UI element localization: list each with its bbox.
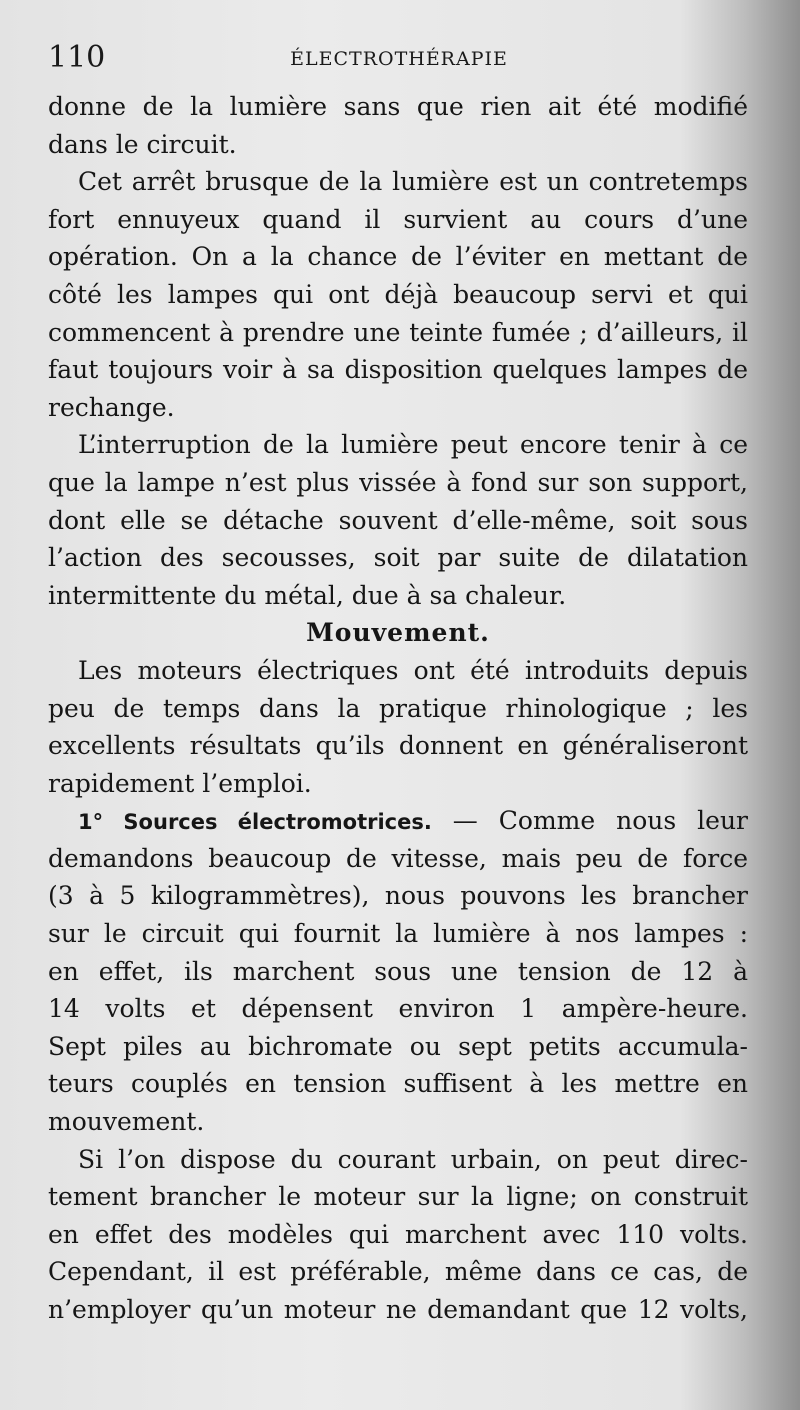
running-title: ÉLECTROTHÉRAPIE bbox=[290, 48, 508, 70]
text-line: que la lampe n’est plus vissée à fond sur son support, bbox=[48, 467, 748, 497]
text-line: Cependant, il est préférable, même dans ce cas, de bbox=[48, 1257, 748, 1287]
text-line: n’employer qu’un moteur ne demandant que 12 volts, bbox=[48, 1295, 748, 1324]
text-line: opération. On a la chance de l’éviter en mettant de bbox=[48, 242, 748, 272]
page-number: 110 bbox=[48, 40, 106, 75]
subsection-runin-heading: 1° Sources électromotrices. bbox=[78, 810, 432, 835]
text-line: dans le circuit. bbox=[48, 129, 237, 159]
text-line: l’action des secousses, soit par suite de dilatation bbox=[48, 543, 748, 573]
text-line: Les moteurs électriques ont été introduits depuis bbox=[78, 655, 748, 685]
text-line: Sept piles au bichromate ou sept petits accumula- bbox=[48, 1031, 748, 1061]
text-line: commencent à prendre une teinte fumée ; d’ailleurs, il bbox=[48, 317, 748, 347]
text-line: Si l’on dispose du courant urbain, on peut direc- bbox=[78, 1144, 748, 1174]
text-line: mouvement. bbox=[48, 1107, 205, 1137]
text-line: Cet arrêt brusque de la lumière est un contretemps bbox=[78, 167, 748, 197]
body-text bbox=[48, 88, 748, 1329]
text-line: donne de la lumière sans que rien ait été modifié bbox=[48, 92, 748, 121]
text-line: dont elle se détache souvent d’elle-même, soit sous bbox=[48, 505, 748, 535]
text-line: demandons beaucoup de vitesse, mais peu de force bbox=[48, 843, 748, 873]
text-line: fort ennuyeux quand il survient au cours d’une bbox=[48, 204, 748, 234]
text-line: en effet des modèles qui marchent avec 110 volts. bbox=[48, 1219, 748, 1249]
text-line bbox=[48, 802, 748, 840]
text-line: intermittente du métal, due à sa chaleur. bbox=[48, 580, 567, 610]
text-line: sur le circuit qui fournit la lumière à nos lampes : bbox=[48, 919, 748, 949]
text-line: en effet, ils marchent sous une tension de 12 à bbox=[48, 956, 748, 986]
text-line: excellents résultats qu’ils donnent en généraliseront bbox=[48, 731, 748, 761]
text-line: L’interruption de la lumière peut encore tenir à ce bbox=[78, 430, 748, 460]
text-line: 14 volts et dépensent environ 1 ampère-heure. bbox=[48, 994, 748, 1024]
text-line: faut toujours voir à sa disposition quelques lampes de bbox=[48, 355, 748, 385]
text-line: côté les lampes qui ont déjà beaucoup servi et qui bbox=[48, 279, 748, 309]
text-line: tement brancher le moteur sur la ligne; on construit bbox=[48, 1182, 748, 1212]
page-header bbox=[48, 38, 750, 78]
text-line: teurs couplés en tension suffisent à les mettre en bbox=[48, 1069, 748, 1099]
text-line: peu de temps dans la pratique rhinologique ; les bbox=[48, 693, 748, 723]
section-heading: Mouvement. bbox=[306, 618, 490, 648]
text-fragment: — Comme nous leur bbox=[431, 806, 748, 836]
text-line: rechange. bbox=[48, 392, 175, 422]
text-line: (3 à 5 kilogrammètres), nous pouvons les brancher bbox=[48, 881, 748, 911]
text-line: rapidement l’emploi. bbox=[48, 768, 312, 798]
